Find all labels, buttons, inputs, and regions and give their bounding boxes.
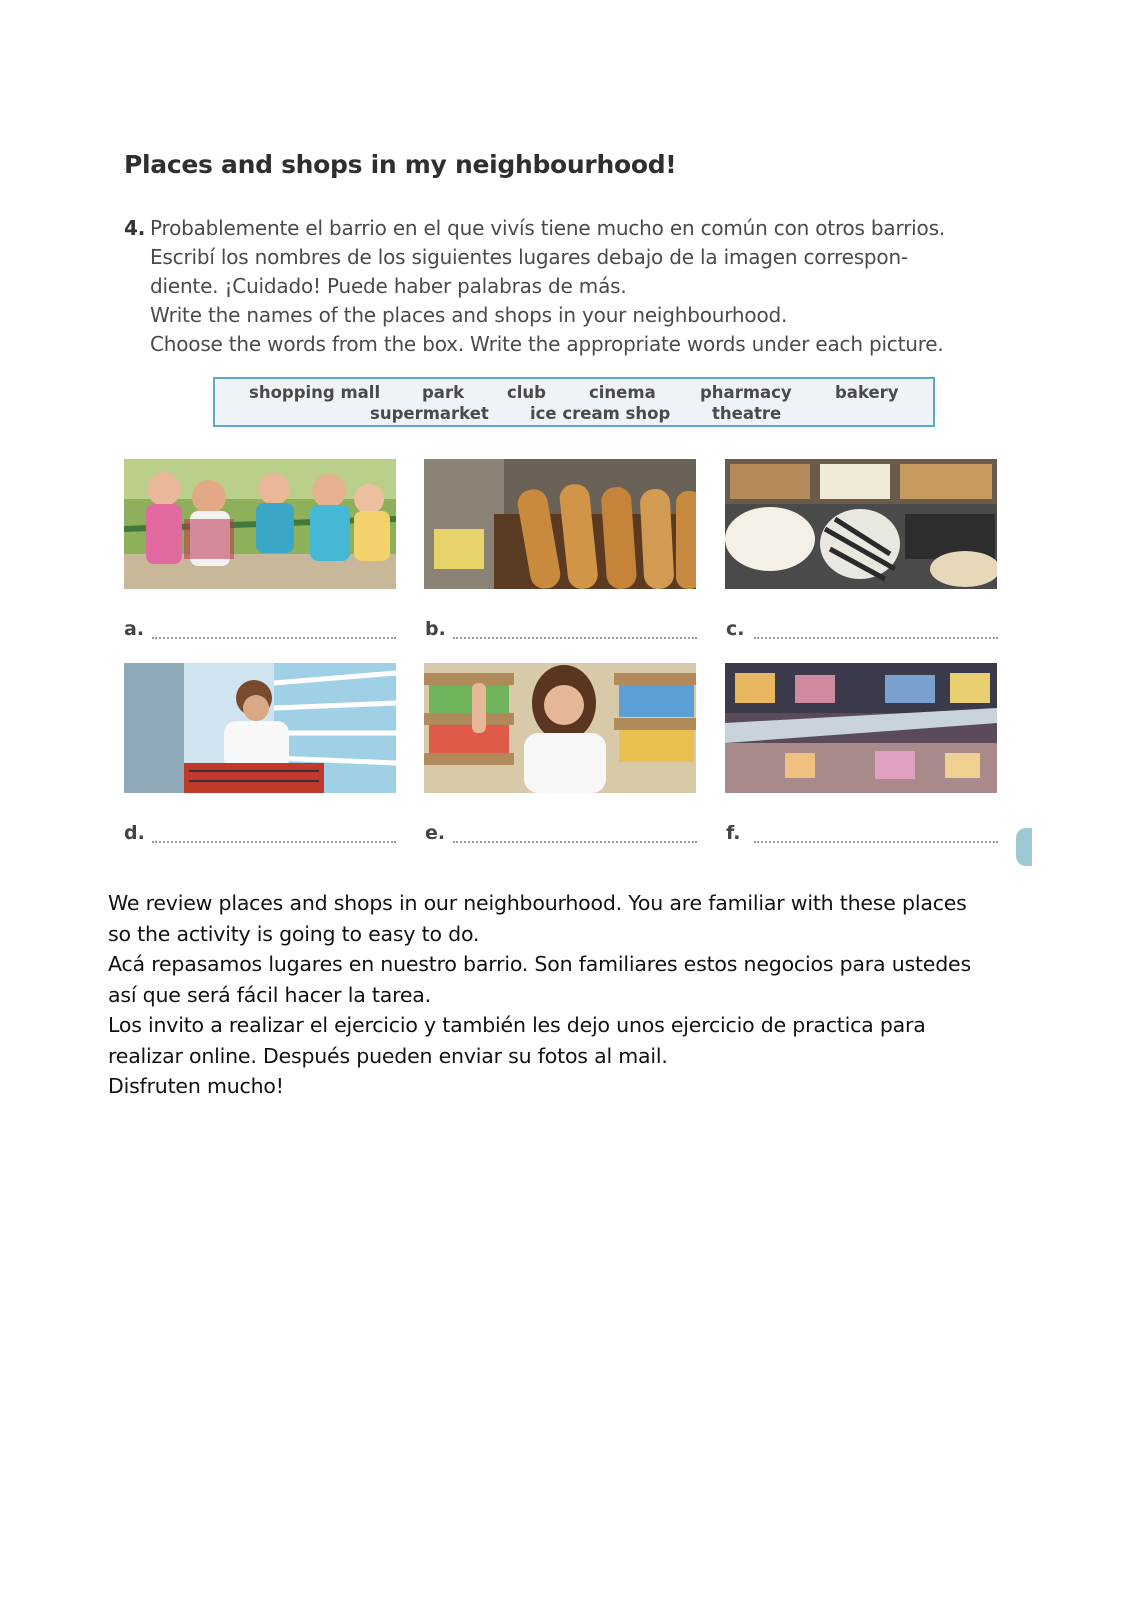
word-option: shopping mall bbox=[249, 383, 381, 402]
word-option: pharmacy bbox=[700, 383, 792, 402]
page-title: Places and shops in my neighbourhood! bbox=[124, 150, 677, 179]
exercise-instructions bbox=[124, 214, 1004, 359]
picture-ice-cream-shop bbox=[725, 459, 997, 589]
message-line: We review places and shops in our neighbourhood. You are familiar with these places bbox=[108, 891, 967, 915]
word-option: club bbox=[507, 383, 546, 402]
word-option: supermarket bbox=[370, 404, 489, 423]
answer-line-c[interactable] bbox=[754, 637, 998, 639]
word-option: cinema bbox=[589, 383, 656, 402]
answer-line-b[interactable] bbox=[453, 637, 697, 639]
answer-line-a[interactable] bbox=[152, 637, 396, 639]
message-line: así que será fácil hacer la tarea. bbox=[108, 982, 431, 1007]
answer-label-f: f. bbox=[726, 822, 741, 844]
message-line: Los invito a realizar el ejercicio y también les dejo unos ejercicio de practica para bbox=[108, 1013, 926, 1037]
picture-supermarket bbox=[124, 663, 396, 793]
message-line: realizar online. Después pueden enviar su fotos al mail. bbox=[108, 1043, 668, 1068]
picture-pharmacy bbox=[424, 663, 696, 793]
word-box bbox=[213, 377, 935, 427]
word-option: theatre bbox=[712, 404, 782, 423]
answer-line-e[interactable] bbox=[453, 841, 697, 843]
message-line: so the activity is going to easy to do. bbox=[108, 921, 480, 946]
answer-label-c: c. bbox=[726, 618, 745, 640]
instruction-line: diente. ¡Cuidado! Puede haber palabras de más. bbox=[150, 274, 627, 298]
message-line: Disfruten mucho! bbox=[108, 1074, 284, 1098]
page-edge-tab bbox=[1016, 828, 1032, 866]
instruction-line: Escribí los nombres de los siguientes lugares debajo de la imagen correspon- bbox=[150, 245, 908, 269]
exercise-number: 4. bbox=[124, 216, 146, 240]
instruction-line: Write the names of the places and shops in your neighbourhood. bbox=[150, 303, 788, 327]
picture-park-kids bbox=[124, 459, 396, 589]
word-option: park bbox=[422, 383, 465, 402]
word-option: bakery bbox=[835, 383, 899, 402]
answer-label-b: b. bbox=[425, 618, 446, 640]
instruction-line: Probablemente el barrio en el que vivís tiene mucho en común con otros barrios. bbox=[150, 216, 945, 240]
teacher-message bbox=[108, 888, 1048, 1102]
message-line: Acá repasamos lugares en nuestro barrio. Son familiares estos negocios para ustedes bbox=[108, 952, 971, 976]
answer-line-f[interactable] bbox=[754, 841, 998, 843]
answer-label-e: e. bbox=[425, 822, 446, 844]
picture-bread-bakery bbox=[424, 459, 696, 589]
answer-label-d: d. bbox=[124, 822, 145, 844]
answer-line-d[interactable] bbox=[152, 841, 396, 843]
word-option: ice cream shop bbox=[530, 404, 671, 423]
instruction-line: Choose the words from the box. Write the appropriate words under each picture. bbox=[150, 332, 944, 356]
answer-label-a: a. bbox=[124, 618, 145, 640]
picture-shopping-mall bbox=[725, 663, 997, 793]
